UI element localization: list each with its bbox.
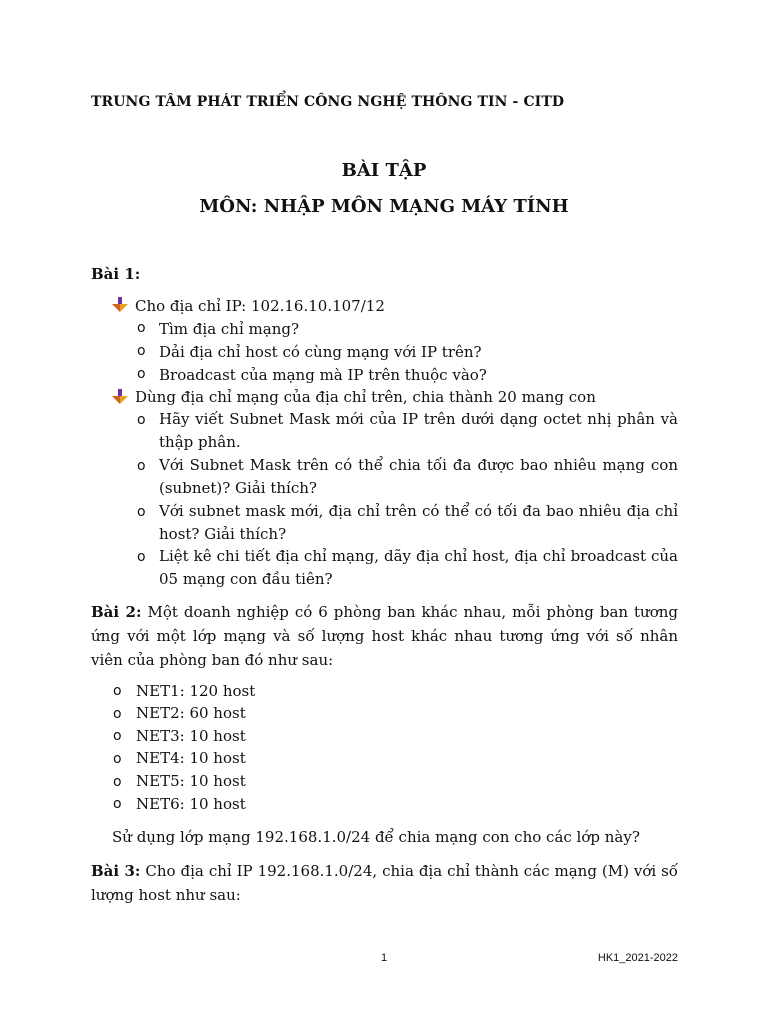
bai1-item1-sub2: Dải địa chỉ host có cùng mạng với IP trên? (159, 343, 482, 361)
bai1-item2-sub3: Với subnet mask mới, địa chỉ trên có thể có tối đa bao nhiêu địa chỉ host? Giải thích? (159, 502, 678, 543)
bai1-item1-sub1: Tìm địa chỉ mạng? (159, 320, 300, 338)
circle-bullet-icon: o (137, 412, 146, 428)
net-item: NET4: 10 host (136, 749, 246, 767)
bai3-heading: Bài 3: (91, 862, 141, 880)
arrow-bullet-icon (112, 389, 128, 405)
bai2-heading: Bài 2: (91, 603, 142, 621)
net-item: NET6: 10 host (136, 795, 246, 813)
circle-bullet-icon: o (113, 774, 122, 790)
org-name: TRUNG TÂM PHÁT TRIỂN CÔNG NGHỆ THÔNG TIN - CITD (91, 94, 565, 110)
bai1-item1-sub3: Broadcast của mạng mà IP trên thuộc vào? (159, 366, 487, 384)
arrow-bullet-icon (112, 297, 128, 313)
subject-title: MÔN: NHẬP MÔN MẠNG MÁY TÍNH (199, 196, 569, 217)
document-title: BÀI TẬP (341, 160, 427, 181)
page-number: 1 (380, 952, 388, 964)
bai1-item1: Cho địa chỉ IP: 102.16.10.107/12 (135, 297, 385, 315)
bai1-item2-sub2: Với Subnet Mask trên có thể chia tối đa được bao nhiêu mạng con (subnet)? Giải thích? (159, 456, 678, 497)
circle-bullet-icon: o (137, 366, 146, 382)
circle-bullet-icon: o (113, 706, 122, 722)
net-item: NET3: 10 host (136, 727, 246, 745)
net-item: NET1: 120 host (136, 682, 256, 700)
net-item: NET5: 10 host (136, 772, 246, 790)
circle-bullet-icon: o (137, 343, 146, 359)
bai2-paragraph (91, 600, 678, 672)
circle-bullet-icon: o (137, 549, 146, 565)
circle-bullet-icon: o (137, 458, 146, 474)
bai1-item2-sub4: Liệt kê chi tiết địa chỉ mạng, dãy địa chỉ host, địa chỉ broadcast của 05 mạng con đầu tiên? (159, 547, 678, 588)
circle-bullet-icon: o (113, 751, 122, 767)
circle-bullet-icon: o (113, 683, 122, 699)
bai1-item2-sub1: Hãy viết Subnet Mask mới của IP trên dưới dạng octet nhị phân và thập phân. (159, 410, 678, 451)
bai1-item2: Dùng địa chỉ mạng của địa chỉ trên, chia thành 20 mang con (135, 388, 596, 406)
circle-bullet-icon: o (113, 728, 122, 744)
bai1-heading: Bài 1: (91, 265, 141, 283)
circle-bullet-icon: o (113, 796, 122, 812)
bai3-text: Cho địa chỉ IP 192.168.1.0/24, chia địa chỉ thành các mạng (M) với số lượng host như sau: (91, 862, 678, 904)
circle-bullet-icon: o (137, 504, 146, 520)
bai2-text: Một doanh nghiệp có 6 phòng ban khác nhau, mỗi phòng ban tương ứng với một lớp mạng và số lượng host khác nhau tương ứng với số nhân viên của phòng ban đó như sau: (91, 603, 678, 669)
net-item: NET2: 60 host (136, 704, 246, 722)
bai3-paragraph (91, 859, 678, 907)
bai2-question: Sử dụng lớp mạng 192.168.1.0/24 để chia mạng con cho các lớp này? (112, 828, 640, 846)
term-label: HK1_2021-2022 (597, 952, 678, 964)
circle-bullet-icon: o (137, 320, 146, 336)
